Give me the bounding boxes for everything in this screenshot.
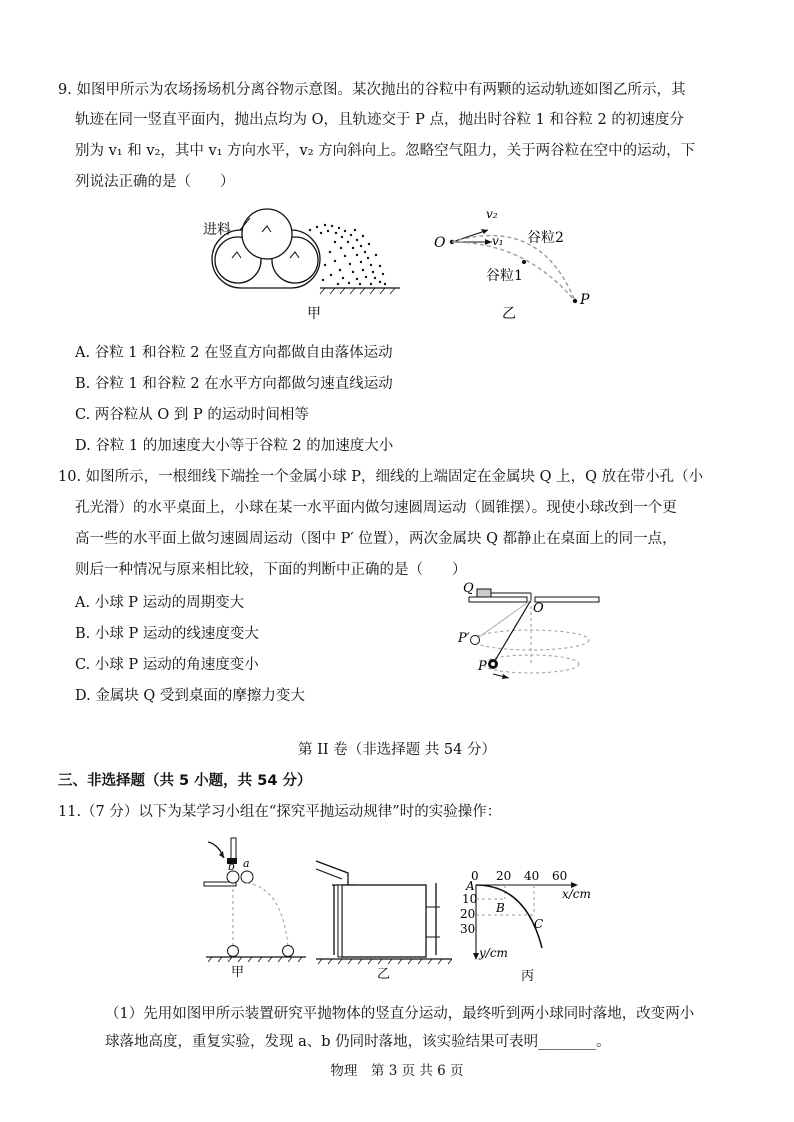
q11-fig-jia [198, 832, 310, 980]
q9-fig-yi-O: O [434, 235, 446, 251]
q11-fig-bing [458, 840, 598, 985]
part2-title: 第 II 卷（非选择题 共 54 分） [298, 742, 496, 758]
q9-line-3: 别为 v₁ 和 v₂，其中 v₁ 方向水平，v₂ 方向斜向上。忽略空气阻力，关于两谷粒在空中的运动，下 [75, 143, 696, 159]
q9-fig-yi-grain1: 谷粒1 [486, 268, 523, 284]
q9-line-4: 列说法正确的是（ ） [75, 174, 235, 190]
q11-sub1-line-2: 球落地高度，重复实验，发现 a、b 仍同时落地，该实验结果可表明________。 [105, 1034, 611, 1050]
q11-fig-yi-label: 乙 [377, 967, 391, 982]
q11-sub1-line-1: （1）先用如图甲所示装置研究平抛物体的竖直分运动，最终听到两小球同时落地，改变两小 [105, 1006, 695, 1022]
q9-option-a: A. 谷粒 1 和谷粒 2 在竖直方向都做自由落体运动 [75, 345, 393, 361]
q9-option-d: D. 谷粒 1 的加速度大小等于谷粒 2 的加速度大小 [75, 438, 394, 454]
q10-fig [455, 580, 605, 685]
q10-option-b: B. 小球 P 运动的线速度变大 [75, 626, 259, 642]
q11-fig-bing-ytick-20: 20 [460, 907, 476, 921]
q10-fig-P: P [478, 659, 487, 674]
q10-line-1: 10. 如图所示，一根细线下端拴一个金属小球 P，细线的上端固定在金属块 Q 上，Q 放在带小孔（小 [58, 469, 704, 485]
q11-fig-yi [312, 855, 458, 983]
q10-line-3: 高一些的水平面上做匀速圆周运动（图中 P′ 位置），两次金属块 Q 都静止在桌面上的同一点， [75, 531, 677, 547]
q11-fig-bing-xtick-60: 60 [552, 869, 568, 883]
q9-line-2: 轨迹在同一竖直平面内，抛出点均为 O，且轨迹交于 P 点，抛出时谷粒 1 和谷粒 2 的初速度分 [75, 112, 684, 128]
q9-fig-jia [195, 200, 425, 325]
q9-fig-yi-label: 乙 [502, 306, 516, 322]
q9-fig-yi-v1: v₁ [492, 234, 504, 248]
q9-option-b: B. 谷粒 1 和谷粒 2 在水平方向都做匀速直线运动 [75, 376, 393, 392]
q9-option-c: C. 两谷粒从 O 到 P 的运动时间相等 [75, 407, 309, 423]
q11-fig-jia-a: a [243, 857, 250, 870]
q9-fig-yi [430, 200, 600, 325]
q10-option-d: D. 金属块 Q 受到桌面的摩擦力变大 [75, 688, 305, 704]
q9-fig-yi-v2: v₂ [486, 207, 498, 221]
q11-fig-bing-xtick-40: 40 [524, 869, 540, 883]
q9-line-1: 9. 如图甲所示为农场扬场机分离谷物示意图。某次抛出的谷粒中有两颗的运动轨迹如图乙所示，其 [58, 82, 686, 98]
q10-option-c: C. 小球 P 运动的角速度变小 [75, 657, 259, 673]
q9-fig-yi-P: P [580, 292, 590, 308]
q11-fig-bing-xtick-20: 20 [496, 869, 512, 883]
q10-line-4: 则后一种情况与原来相比较，下面的判断中正确的是（ ） [75, 562, 467, 578]
q10-line-2: 孔光滑）的水平桌面上，小球在某一水平面内做匀速圆周运动（圆锥摆）。现使小球改到一个更 [75, 500, 677, 516]
q11-fig-bing-B: B [496, 901, 505, 915]
q11-fig-bing-A: A [466, 879, 475, 893]
q10-option-a: A. 小球 P 运动的周期变大 [75, 595, 245, 611]
q9-fig-yi-grain2: 谷粒2 [527, 230, 564, 246]
q9-fig-jia-label: 甲 [307, 306, 321, 322]
q11-fig-bing-yaxis-label: y/cm [479, 946, 508, 960]
q11-fig-bing-C: C [534, 917, 544, 931]
q10-fig-Pprime: P′ [458, 631, 470, 646]
page-footer: 物理 第 3 页 共 6 页 [330, 1063, 464, 1079]
q11-fig-bing-xtick-0: 0 [471, 869, 479, 883]
q11-fig-bing-xaxis-label: x/cm [562, 887, 591, 901]
q11-fig-jia-b: b [228, 860, 236, 873]
q11-fig-bing-ytick-30: 30 [460, 922, 476, 936]
q11-fig-jia-label: 甲 [231, 965, 245, 980]
q9-fig-jia-feed-label: 进料 [203, 222, 231, 238]
q11-fig-bing-label: 丙 [521, 969, 535, 984]
q10-fig-O: O [533, 601, 544, 616]
section3-title: 三、非选择题（共 5 小题，共 54 分） [58, 773, 312, 789]
q11-fig-bing-ytick-10: 10 [462, 892, 478, 906]
q10-fig-Q: Q [463, 581, 474, 596]
q11-intro: 11.（7 分）以下为某学习小组在“探究平抛运动规律”时的实验操作： [58, 804, 502, 820]
